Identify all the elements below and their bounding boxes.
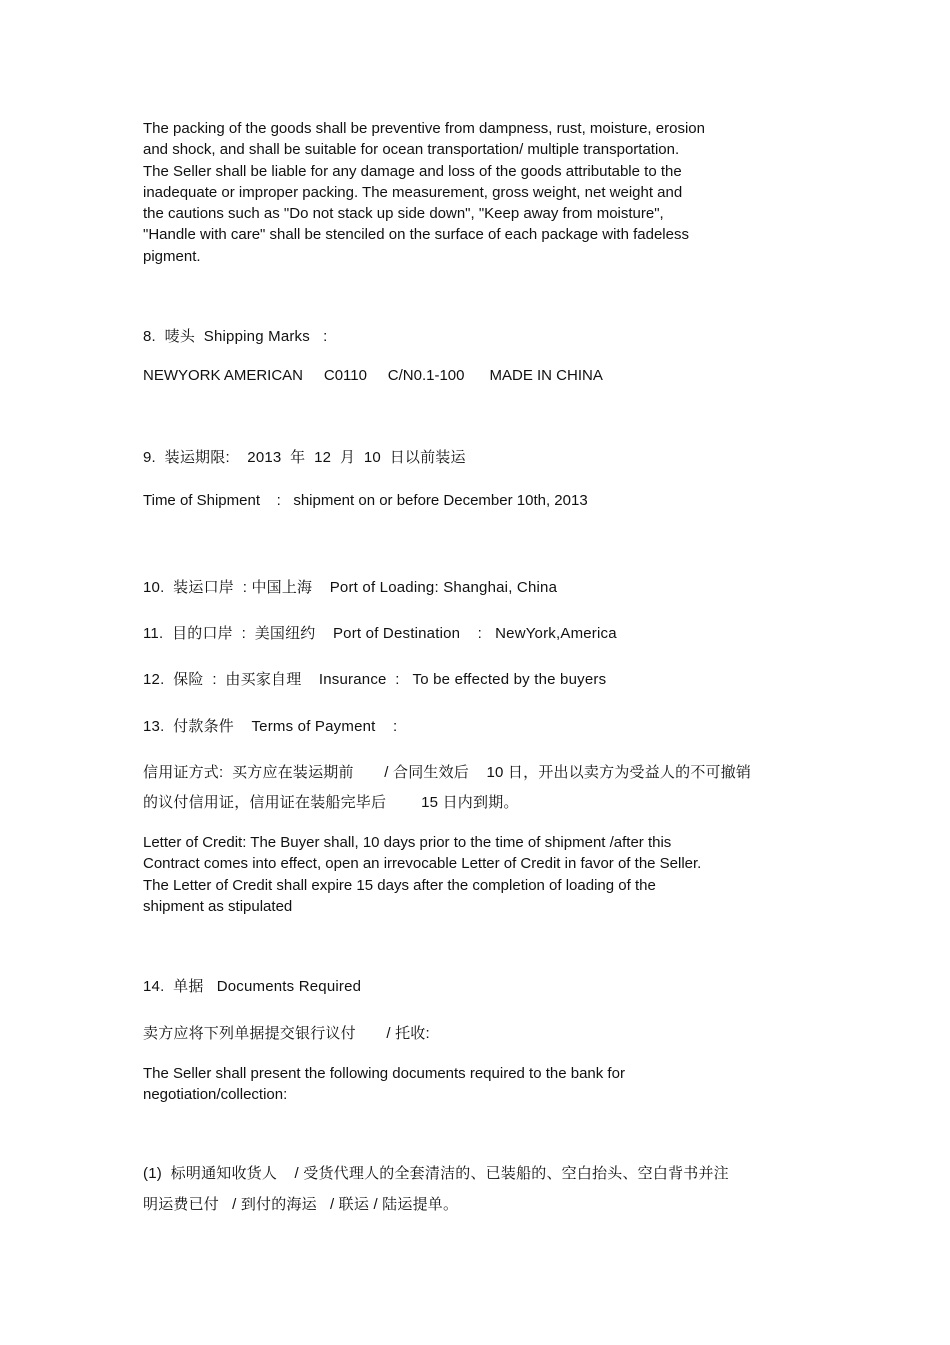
documents-heading: 14. 单据 Documents Required [143,978,362,995]
payment-en-line: Letter of Credit: The Buyer shall, 10 days prior to the time of shipment /after this [143,834,672,851]
port-of-destination: 11. 目的口岸 : 美国纽约 Port of Destination : NewYork,America [143,625,617,642]
packing-line: pigment. [143,247,201,265]
packing-line: "Handle with care" shall be stenciled on the surface of each package with fadeless [143,226,689,244]
packing-line: and shock, and shall be suitable for ocean transportation/ multiple transportation. [143,141,680,159]
port-of-loading: 10. 装运口岸 : 中国上海 Port of Loading: Shanghai, China [143,579,558,596]
document-item-1-line: (1) 标明通知收货人 / 受货代理人的全套清洁的、已装船的、空白抬头、空白背书并注 [143,1165,729,1182]
packing-line: inadequate or improper packing. The measurement, gross weight, net weight and [143,183,683,201]
documents-en-line: The Seller shall present the following documents required to the bank for [143,1065,625,1082]
payment-en-paragraph [143,832,701,917]
packing-line: The packing of the goods shall be preventive from dampness, rust, moisture, erosion [143,120,705,137]
packing-paragraph [143,118,705,267]
shipment-time-en: Time of Shipment : shipment on or before December 10th, 2013 [143,492,588,509]
packing-line: The Seller shall be liable for any damage and loss of the goods attributable to the [143,162,682,180]
payment-en-line: shipment as stipulated [143,897,293,915]
packing-line: the cautions such as "Do not stack up side down", "Keep away from moisture", [143,205,664,223]
documents-en-intro [143,1063,625,1106]
payment-en-line: Contract comes into effect, open an irrevocable Letter of Credit in favor of the Seller. [143,855,702,873]
shipping-marks-value: NEWYORK AMERICAN C0110 C/N0.1-100 MADE IN CHINA [143,367,603,384]
document-item-1-line: 明运费已付 / 到付的海运 / 联运 / 陆运提单。 [143,1196,459,1213]
documents-cn-intro: 卖方应将下列单据提交银行议付 / 托收: [143,1025,430,1042]
shipment-heading: 9. 装运期限: 2013 年 12 月 10 日以前装运 [143,449,466,466]
payment-heading: 13. 付款条件 Terms of Payment : [143,718,398,735]
payment-cn-line: 的议付信用证，信用证在装船完毕后 15 日内到期。 [143,794,519,811]
insurance: 12. 保险 : 由买家自理 Insurance : To be effected by the buyers [143,671,607,688]
payment-cn-line: 信用证方式: 买方应在装运期前 / 合同生效后 10 日，开出以卖方为受益人的不可撤销 [143,764,752,781]
payment-en-line: The Letter of Credit shall expire 15 days after the completion of loading of the [143,876,656,894]
documents-en-line: negotiation/collection: [143,1086,288,1104]
shipping-marks-heading: 8. 唛头 Shipping Marks : [143,328,328,345]
